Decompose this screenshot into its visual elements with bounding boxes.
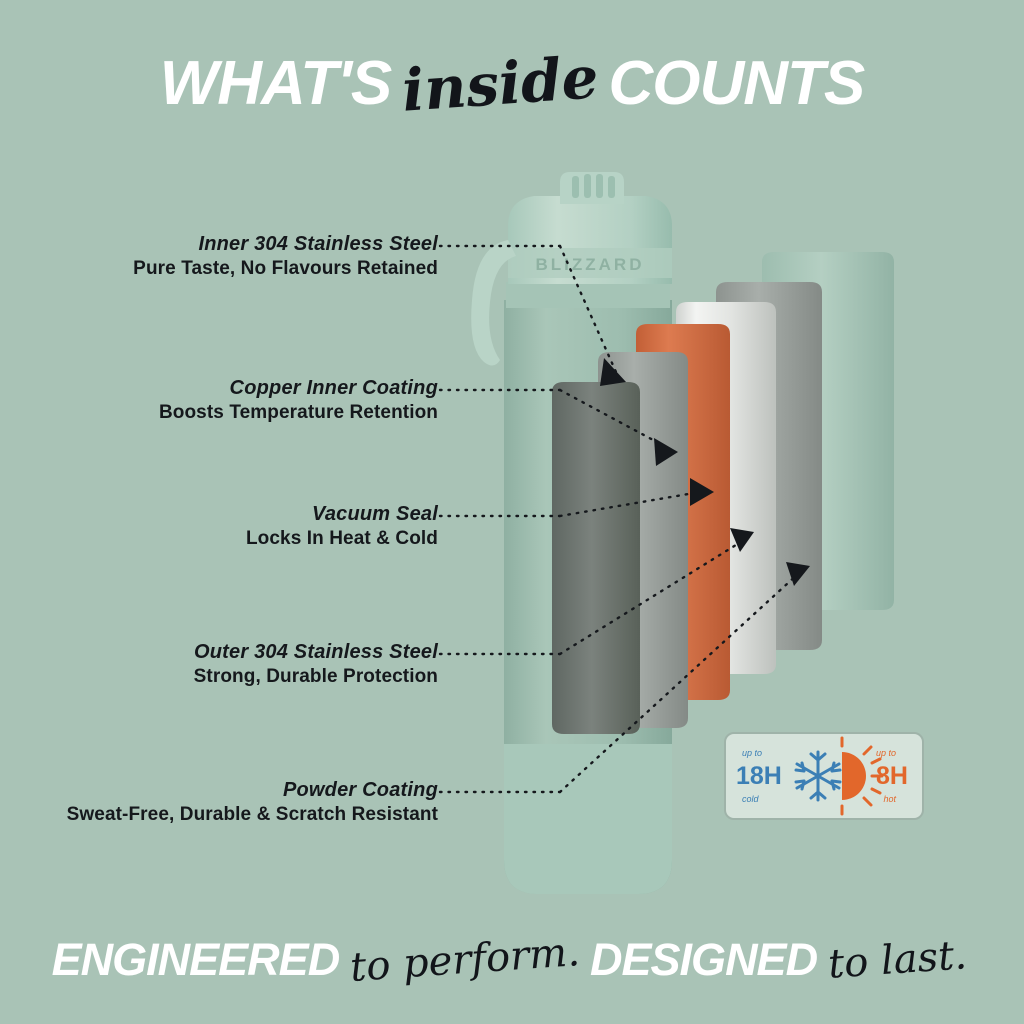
badge-hot-upto: up to — [875, 748, 896, 758]
footline — [0, 929, 1024, 991]
badge-hot-label: hot — [883, 794, 896, 804]
footline-script1: to perform. — [348, 929, 581, 991]
callout-inner-steel — [60, 232, 438, 281]
callout-vacuum-seal — [60, 502, 438, 551]
callout-subtitle: Strong, Durable Protection — [193, 666, 438, 687]
callout-title: Inner 304 Stainless Steel — [198, 233, 438, 255]
callout-outer-steel — [60, 640, 438, 689]
callout-powder-coating — [30, 778, 438, 827]
callout-copper-coating — [60, 376, 438, 425]
callout-title: Copper Inner Coating — [229, 377, 438, 399]
callout-subtitle: Boosts Temperature Retention — [158, 402, 438, 423]
callout-subtitle: Sweat-Free, Durable & Scratch Resistant — [66, 804, 438, 825]
callout-title: Powder Coating — [282, 779, 438, 801]
footline-part1: ENGINEERED — [51, 934, 340, 985]
headline-part1: WHAT'S — [159, 49, 392, 118]
brand-text: BLIZZARD — [535, 255, 645, 274]
headline-part2: COUNTS — [608, 49, 865, 118]
callout-subtitle: Locks In Heat & Cold — [245, 528, 438, 549]
badge-cold-label: cold — [742, 794, 759, 804]
temperature-retention-badge — [724, 732, 924, 820]
badge-hot-value: 8H — [876, 762, 908, 790]
badge-cold-value: 18H — [736, 762, 782, 790]
footline-script2: to last. — [826, 932, 968, 988]
headline-script: inside — [399, 42, 601, 125]
snowflake-icon — [796, 752, 840, 800]
footline-part2: DESIGNED — [590, 934, 818, 985]
callout-title: Outer 304 Stainless Steel — [193, 641, 438, 663]
layer-inner-core — [552, 382, 640, 734]
callout-title: Vacuum Seal — [312, 503, 438, 525]
callout-subtitle: Pure Taste, No Flavours Retained — [133, 258, 438, 279]
badge-cold-uptoin: up to — [742, 748, 763, 758]
